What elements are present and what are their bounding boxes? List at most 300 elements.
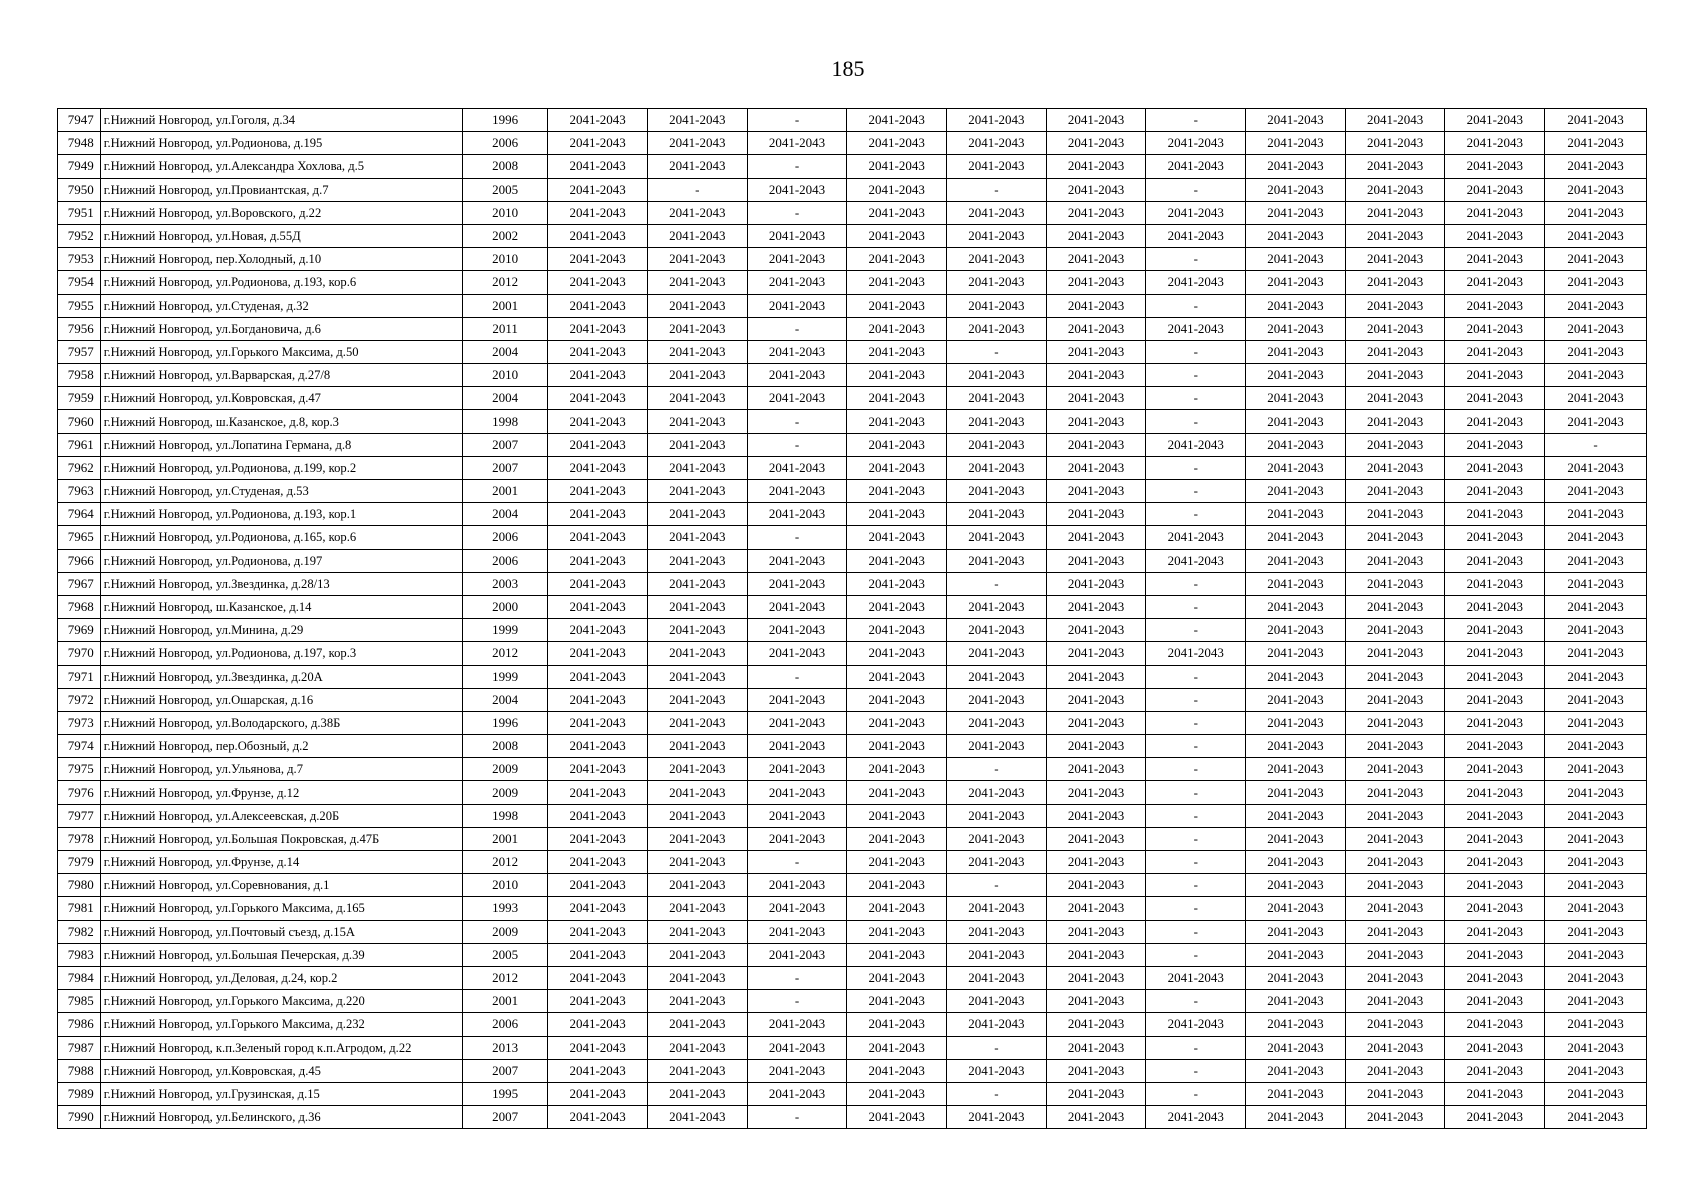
period-cell-9: 2041-2043 — [1345, 665, 1445, 688]
row-number: 7986 — [58, 1013, 101, 1036]
period-cell-4: 2041-2043 — [847, 317, 947, 340]
row-number: 7980 — [58, 874, 101, 897]
period-cell-8: 2041-2043 — [1246, 294, 1346, 317]
period-cell-10: 2041-2043 — [1445, 827, 1545, 850]
period-cell-11: 2041-2043 — [1545, 109, 1647, 132]
year-built-cell: 2007 — [462, 1106, 547, 1129]
period-cell-6: 2041-2043 — [1046, 224, 1146, 247]
period-cell-2: 2041-2043 — [647, 595, 747, 618]
period-cell-11: 2041-2043 — [1545, 456, 1647, 479]
period-cell-9: 2041-2043 — [1345, 874, 1445, 897]
period-cell-11: 2041-2043 — [1545, 526, 1647, 549]
row-number: 7983 — [58, 943, 101, 966]
period-cell-2: 2041-2043 — [647, 456, 747, 479]
period-cell-8: 2041-2043 — [1246, 758, 1346, 781]
table-row — [58, 781, 1647, 804]
address-cell: г.Нижний Новгород, ул.Родионова, д.195 — [100, 132, 462, 155]
period-cell-8: 2041-2043 — [1246, 526, 1346, 549]
period-cell-11: 2041-2043 — [1545, 317, 1647, 340]
address-cell: г.Нижний Новгород, ул.Родионова, д.193, кор.1 — [100, 503, 462, 526]
period-cell-1: 2041-2043 — [548, 920, 648, 943]
period-cell-11: 2041-2043 — [1545, 990, 1647, 1013]
period-cell-11: 2041-2043 — [1545, 224, 1647, 247]
address-cell: г.Нижний Новгород, ул.Студеная, д.53 — [100, 480, 462, 503]
period-cell-4: 2041-2043 — [847, 155, 947, 178]
row-number: 7958 — [58, 364, 101, 387]
row-number: 7966 — [58, 549, 101, 572]
period-cell-2: 2041-2043 — [647, 735, 747, 758]
period-cell-4: 2041-2043 — [847, 248, 947, 271]
table-row — [58, 480, 1647, 503]
period-cell-3: - — [747, 1106, 847, 1129]
period-cell-7: 2041-2043 — [1146, 1106, 1246, 1129]
address-cell: г.Нижний Новгород, к.п.Зеленый город к.п.Агродом, д.22 — [100, 1036, 462, 1059]
period-cell-3: - — [747, 109, 847, 132]
period-cell-8: 2041-2043 — [1246, 804, 1346, 827]
period-cell-8: 2041-2043 — [1246, 155, 1346, 178]
period-cell-1: 2041-2043 — [548, 387, 648, 410]
period-cell-10: 2041-2043 — [1445, 665, 1545, 688]
period-cell-10: 2041-2043 — [1445, 711, 1545, 734]
period-cell-3: 2041-2043 — [747, 178, 847, 201]
period-cell-10: 2041-2043 — [1445, 966, 1545, 989]
period-cell-10: 2041-2043 — [1445, 503, 1545, 526]
period-cell-1: 2041-2043 — [548, 109, 648, 132]
period-cell-1: 2041-2043 — [548, 178, 648, 201]
row-number: 7962 — [58, 456, 101, 479]
row-number: 7951 — [58, 201, 101, 224]
period-cell-8: 2041-2043 — [1246, 364, 1346, 387]
period-cell-11: 2041-2043 — [1545, 387, 1647, 410]
year-built-cell: 2009 — [462, 920, 547, 943]
period-cell-1: 2041-2043 — [548, 851, 648, 874]
period-cell-7: - — [1146, 109, 1246, 132]
table-row — [58, 572, 1647, 595]
period-cell-2: 2041-2043 — [647, 271, 747, 294]
period-cell-4: 2041-2043 — [847, 827, 947, 850]
period-cell-3: 2041-2043 — [747, 619, 847, 642]
period-cell-6: 2041-2043 — [1046, 340, 1146, 363]
period-cell-6: 2041-2043 — [1046, 526, 1146, 549]
table-row — [58, 433, 1647, 456]
address-cell: г.Нижний Новгород, ул.Богдановича, д.6 — [100, 317, 462, 340]
period-cell-3: - — [747, 966, 847, 989]
year-built-cell: 2004 — [462, 688, 547, 711]
period-cell-2: 2041-2043 — [647, 1106, 747, 1129]
period-cell-5: 2041-2043 — [947, 410, 1047, 433]
period-cell-9: 2041-2043 — [1345, 711, 1445, 734]
address-cell: г.Нижний Новгород, ул.Студеная, д.32 — [100, 294, 462, 317]
period-cell-2: 2041-2043 — [647, 758, 747, 781]
table-row — [58, 340, 1647, 363]
period-cell-4: 2041-2043 — [847, 201, 947, 224]
table-row — [58, 155, 1647, 178]
row-number: 7974 — [58, 735, 101, 758]
period-cell-3: 2041-2043 — [747, 503, 847, 526]
period-cell-6: 2041-2043 — [1046, 178, 1146, 201]
period-cell-1: 2041-2043 — [548, 874, 648, 897]
period-cell-5: 2041-2043 — [947, 224, 1047, 247]
period-cell-4: 2041-2043 — [847, 781, 947, 804]
period-cell-4: 2041-2043 — [847, 1082, 947, 1105]
period-cell-1: 2041-2043 — [548, 1082, 648, 1105]
period-cell-4: 2041-2043 — [847, 990, 947, 1013]
period-cell-11: 2041-2043 — [1545, 920, 1647, 943]
row-number: 7969 — [58, 619, 101, 642]
period-cell-1: 2041-2043 — [548, 433, 648, 456]
period-cell-10: 2041-2043 — [1445, 224, 1545, 247]
period-cell-5: 2041-2043 — [947, 665, 1047, 688]
period-cell-10: 2041-2043 — [1445, 178, 1545, 201]
address-cell: г.Нижний Новгород, ул.Грузинская, д.15 — [100, 1082, 462, 1105]
period-cell-8: 2041-2043 — [1246, 1059, 1346, 1082]
year-built-cell: 2004 — [462, 340, 547, 363]
period-cell-3: 2041-2043 — [747, 387, 847, 410]
period-cell-6: 2041-2043 — [1046, 480, 1146, 503]
table-row — [58, 178, 1647, 201]
period-cell-6: 2041-2043 — [1046, 711, 1146, 734]
period-cell-11: 2041-2043 — [1545, 781, 1647, 804]
period-cell-11: 2041-2043 — [1545, 132, 1647, 155]
period-cell-2: 2041-2043 — [647, 503, 747, 526]
period-cell-5: 2041-2043 — [947, 1013, 1047, 1036]
period-cell-3: 2041-2043 — [747, 920, 847, 943]
period-cell-1: 2041-2043 — [548, 688, 648, 711]
address-cell: г.Нижний Новгород, ул.Ковровская, д.47 — [100, 387, 462, 410]
period-cell-7: - — [1146, 781, 1246, 804]
period-cell-10: 2041-2043 — [1445, 410, 1545, 433]
period-cell-5: 2041-2043 — [947, 920, 1047, 943]
period-cell-2: 2041-2043 — [647, 340, 747, 363]
period-cell-5: 2041-2043 — [947, 526, 1047, 549]
period-cell-2: 2041-2043 — [647, 642, 747, 665]
period-cell-8: 2041-2043 — [1246, 224, 1346, 247]
period-cell-7: - — [1146, 735, 1246, 758]
period-cell-7: 2041-2043 — [1146, 966, 1246, 989]
period-cell-8: 2041-2043 — [1246, 201, 1346, 224]
address-cell: г.Нижний Новгород, ул.Провиантская, д.7 — [100, 178, 462, 201]
address-cell: г.Нижний Новгород, ул.Воровского, д.22 — [100, 201, 462, 224]
period-cell-1: 2041-2043 — [548, 804, 648, 827]
address-cell: г.Нижний Новгород, ул.Почтовый съезд, д.15А — [100, 920, 462, 943]
period-cell-2: 2041-2043 — [647, 1013, 747, 1036]
period-cell-4: 2041-2043 — [847, 711, 947, 734]
period-cell-6: 2041-2043 — [1046, 317, 1146, 340]
year-built-cell: 2004 — [462, 387, 547, 410]
period-cell-9: 2041-2043 — [1345, 688, 1445, 711]
row-number: 7972 — [58, 688, 101, 711]
row-number: 7952 — [58, 224, 101, 247]
address-cell: г.Нижний Новгород, ул.Алексеевская, д.20Б — [100, 804, 462, 827]
period-cell-10: 2041-2043 — [1445, 456, 1545, 479]
period-cell-2: 2041-2043 — [647, 132, 747, 155]
year-built-cell: 2007 — [462, 433, 547, 456]
period-cell-8: 2041-2043 — [1246, 549, 1346, 572]
period-cell-5: 2041-2043 — [947, 1106, 1047, 1129]
period-cell-11: 2041-2043 — [1545, 201, 1647, 224]
period-cell-8: 2041-2043 — [1246, 619, 1346, 642]
period-cell-6: 2041-2043 — [1046, 642, 1146, 665]
period-cell-6: 2041-2043 — [1046, 874, 1146, 897]
address-cell: г.Нижний Новгород, ул.Ульянова, д.7 — [100, 758, 462, 781]
address-cell: г.Нижний Новгород, ул.Родионова, д.199, кор.2 — [100, 456, 462, 479]
period-cell-10: 2041-2043 — [1445, 688, 1545, 711]
period-cell-4: 2041-2043 — [847, 665, 947, 688]
period-cell-6: 2041-2043 — [1046, 920, 1146, 943]
period-cell-1: 2041-2043 — [548, 317, 648, 340]
period-cell-6: 2041-2043 — [1046, 433, 1146, 456]
period-cell-8: 2041-2043 — [1246, 456, 1346, 479]
period-cell-5: 2041-2043 — [947, 109, 1047, 132]
period-cell-10: 2041-2043 — [1445, 248, 1545, 271]
period-cell-2: 2041-2043 — [647, 874, 747, 897]
row-number: 7968 — [58, 595, 101, 618]
period-cell-9: 2041-2043 — [1345, 503, 1445, 526]
housing-repair-schedule-table — [57, 108, 1647, 1129]
period-cell-2: 2041-2043 — [647, 480, 747, 503]
period-cell-2: 2041-2043 — [647, 155, 747, 178]
period-cell-4: 2041-2043 — [847, 966, 947, 989]
period-cell-5: 2041-2043 — [947, 851, 1047, 874]
period-cell-2: 2041-2043 — [647, 201, 747, 224]
period-cell-3: 2041-2043 — [747, 688, 847, 711]
table-row — [58, 735, 1647, 758]
period-cell-4: 2041-2043 — [847, 178, 947, 201]
period-cell-2: 2041-2043 — [647, 387, 747, 410]
period-cell-5: 2041-2043 — [947, 549, 1047, 572]
period-cell-6: 2041-2043 — [1046, 781, 1146, 804]
table-row — [58, 387, 1647, 410]
period-cell-5: 2041-2043 — [947, 804, 1047, 827]
row-number: 7981 — [58, 897, 101, 920]
period-cell-6: 2041-2043 — [1046, 851, 1146, 874]
period-cell-5: 2041-2043 — [947, 897, 1047, 920]
period-cell-5: 2041-2043 — [947, 642, 1047, 665]
period-cell-4: 2041-2043 — [847, 619, 947, 642]
period-cell-5: 2041-2043 — [947, 503, 1047, 526]
row-number: 7963 — [58, 480, 101, 503]
period-cell-6: 2041-2043 — [1046, 758, 1146, 781]
address-cell: г.Нижний Новгород, ш.Казанское, д.14 — [100, 595, 462, 618]
period-cell-10: 2041-2043 — [1445, 526, 1545, 549]
period-cell-7: - — [1146, 897, 1246, 920]
period-cell-9: 2041-2043 — [1345, 410, 1445, 433]
period-cell-7: - — [1146, 340, 1246, 363]
period-cell-5: 2041-2043 — [947, 271, 1047, 294]
period-cell-10: 2041-2043 — [1445, 804, 1545, 827]
period-cell-1: 2041-2043 — [548, 711, 648, 734]
period-cell-4: 2041-2043 — [847, 109, 947, 132]
period-cell-3: 2041-2043 — [747, 248, 847, 271]
period-cell-3: 2041-2043 — [747, 897, 847, 920]
period-cell-7: - — [1146, 920, 1246, 943]
period-cell-3: 2041-2043 — [747, 874, 847, 897]
table-row — [58, 109, 1647, 132]
period-cell-4: 2041-2043 — [847, 480, 947, 503]
period-cell-10: 2041-2043 — [1445, 874, 1545, 897]
period-cell-10: 2041-2043 — [1445, 549, 1545, 572]
period-cell-2: 2041-2043 — [647, 619, 747, 642]
period-cell-7: - — [1146, 480, 1246, 503]
period-cell-3: 2041-2043 — [747, 943, 847, 966]
period-cell-3: 2041-2043 — [747, 1013, 847, 1036]
period-cell-5: - — [947, 874, 1047, 897]
period-cell-6: 2041-2043 — [1046, 1013, 1146, 1036]
period-cell-1: 2041-2043 — [548, 1013, 648, 1036]
address-cell: г.Нижний Новгород, ул.Варварская, д.27/8 — [100, 364, 462, 387]
period-cell-3: - — [747, 990, 847, 1013]
period-cell-1: 2041-2043 — [548, 642, 648, 665]
period-cell-10: 2041-2043 — [1445, 781, 1545, 804]
period-cell-10: 2041-2043 — [1445, 735, 1545, 758]
table-row — [58, 619, 1647, 642]
period-cell-5: 2041-2043 — [947, 456, 1047, 479]
period-cell-5: 2041-2043 — [947, 619, 1047, 642]
period-cell-4: 2041-2043 — [847, 132, 947, 155]
period-cell-6: 2041-2043 — [1046, 155, 1146, 178]
year-built-cell: 2010 — [462, 874, 547, 897]
row-number: 7954 — [58, 271, 101, 294]
row-number: 7975 — [58, 758, 101, 781]
period-cell-7: - — [1146, 456, 1246, 479]
period-cell-11: 2041-2043 — [1545, 827, 1647, 850]
period-cell-9: 2041-2043 — [1345, 943, 1445, 966]
period-cell-7: - — [1146, 874, 1246, 897]
period-cell-9: 2041-2043 — [1345, 340, 1445, 363]
period-cell-11: 2041-2043 — [1545, 851, 1647, 874]
period-cell-7: 2041-2043 — [1146, 526, 1246, 549]
address-cell: г.Нижний Новгород, ул.Горького Максима, д.232 — [100, 1013, 462, 1036]
table-row — [58, 1106, 1647, 1129]
year-built-cell: 2012 — [462, 851, 547, 874]
period-cell-10: 2041-2043 — [1445, 1059, 1545, 1082]
year-built-cell: 2010 — [462, 364, 547, 387]
period-cell-2: 2041-2043 — [647, 827, 747, 850]
period-cell-6: 2041-2043 — [1046, 364, 1146, 387]
period-cell-7: - — [1146, 387, 1246, 410]
period-cell-3: 2041-2043 — [747, 224, 847, 247]
table-row — [58, 1059, 1647, 1082]
period-cell-9: 2041-2043 — [1345, 294, 1445, 317]
period-cell-8: 2041-2043 — [1246, 178, 1346, 201]
period-cell-7: 2041-2043 — [1146, 642, 1246, 665]
address-cell: г.Нижний Новгород, ул.Гоголя, д.34 — [100, 109, 462, 132]
period-cell-2: 2041-2043 — [647, 224, 747, 247]
row-number: 7982 — [58, 920, 101, 943]
table-row — [58, 1082, 1647, 1105]
period-cell-2: 2041-2043 — [647, 920, 747, 943]
period-cell-2: 2041-2043 — [647, 433, 747, 456]
period-cell-3: 2041-2043 — [747, 758, 847, 781]
year-built-cell: 2010 — [462, 248, 547, 271]
year-built-cell: 2002 — [462, 224, 547, 247]
table-row — [58, 248, 1647, 271]
period-cell-4: 2041-2043 — [847, 897, 947, 920]
period-cell-7: - — [1146, 1036, 1246, 1059]
period-cell-1: 2041-2043 — [548, 781, 648, 804]
table-row — [58, 804, 1647, 827]
period-cell-10: 2041-2043 — [1445, 132, 1545, 155]
period-cell-4: 2041-2043 — [847, 851, 947, 874]
period-cell-9: 2041-2043 — [1345, 781, 1445, 804]
period-cell-1: 2041-2043 — [548, 619, 648, 642]
period-cell-2: 2041-2043 — [647, 248, 747, 271]
period-cell-6: 2041-2043 — [1046, 665, 1146, 688]
row-number: 7984 — [58, 966, 101, 989]
period-cell-4: 2041-2043 — [847, 549, 947, 572]
period-cell-6: 2041-2043 — [1046, 410, 1146, 433]
address-cell: г.Нижний Новгород, ул.Горького Максима, д.220 — [100, 990, 462, 1013]
period-cell-5: - — [947, 340, 1047, 363]
period-cell-9: 2041-2043 — [1345, 224, 1445, 247]
table-row — [58, 1013, 1647, 1036]
period-cell-9: 2041-2043 — [1345, 1013, 1445, 1036]
period-cell-7: - — [1146, 364, 1246, 387]
year-built-cell: 1996 — [462, 711, 547, 734]
period-cell-4: 2041-2043 — [847, 410, 947, 433]
period-cell-7: 2041-2043 — [1146, 201, 1246, 224]
table-row — [58, 294, 1647, 317]
period-cell-1: 2041-2043 — [548, 966, 648, 989]
period-cell-4: 2041-2043 — [847, 1036, 947, 1059]
period-cell-7: 2041-2043 — [1146, 549, 1246, 572]
period-cell-9: 2041-2043 — [1345, 456, 1445, 479]
period-cell-5: 2041-2043 — [947, 827, 1047, 850]
period-cell-5: - — [947, 1082, 1047, 1105]
period-cell-2: 2041-2043 — [647, 549, 747, 572]
year-built-cell: 1999 — [462, 665, 547, 688]
period-cell-6: 2041-2043 — [1046, 827, 1146, 850]
period-cell-3: - — [747, 433, 847, 456]
year-built-cell: 1996 — [462, 109, 547, 132]
period-cell-9: 2041-2043 — [1345, 480, 1445, 503]
period-cell-2: 2041-2043 — [647, 317, 747, 340]
address-cell: г.Нижний Новгород, ул.Звездинка, д.28/13 — [100, 572, 462, 595]
row-number: 7964 — [58, 503, 101, 526]
row-number: 7973 — [58, 711, 101, 734]
address-cell: г.Нижний Новгород, пер.Обозный, д.2 — [100, 735, 462, 758]
period-cell-3: 2041-2043 — [747, 456, 847, 479]
period-cell-5: 2041-2043 — [947, 317, 1047, 340]
year-built-cell: 2010 — [462, 201, 547, 224]
period-cell-6: 2041-2043 — [1046, 804, 1146, 827]
period-cell-5: 2041-2043 — [947, 711, 1047, 734]
period-cell-7: 2041-2043 — [1146, 433, 1246, 456]
period-cell-10: 2041-2043 — [1445, 294, 1545, 317]
period-cell-9: 2041-2043 — [1345, 827, 1445, 850]
period-cell-7: - — [1146, 758, 1246, 781]
period-cell-10: 2041-2043 — [1445, 897, 1545, 920]
period-cell-5: 2041-2043 — [947, 966, 1047, 989]
period-cell-11: 2041-2043 — [1545, 572, 1647, 595]
period-cell-11: 2041-2043 — [1545, 619, 1647, 642]
row-number: 7971 — [58, 665, 101, 688]
period-cell-5: 2041-2043 — [947, 688, 1047, 711]
period-cell-1: 2041-2043 — [548, 549, 648, 572]
period-cell-4: 2041-2043 — [847, 271, 947, 294]
period-cell-8: 2041-2043 — [1246, 387, 1346, 410]
period-cell-1: 2041-2043 — [548, 572, 648, 595]
table-row — [58, 990, 1647, 1013]
period-cell-7: - — [1146, 851, 1246, 874]
period-cell-4: 2041-2043 — [847, 572, 947, 595]
period-cell-3: - — [747, 155, 847, 178]
row-number: 7947 — [58, 109, 101, 132]
period-cell-8: 2041-2043 — [1246, 851, 1346, 874]
period-cell-6: 2041-2043 — [1046, 1059, 1146, 1082]
period-cell-8: 2041-2043 — [1246, 920, 1346, 943]
period-cell-3: 2041-2043 — [747, 549, 847, 572]
